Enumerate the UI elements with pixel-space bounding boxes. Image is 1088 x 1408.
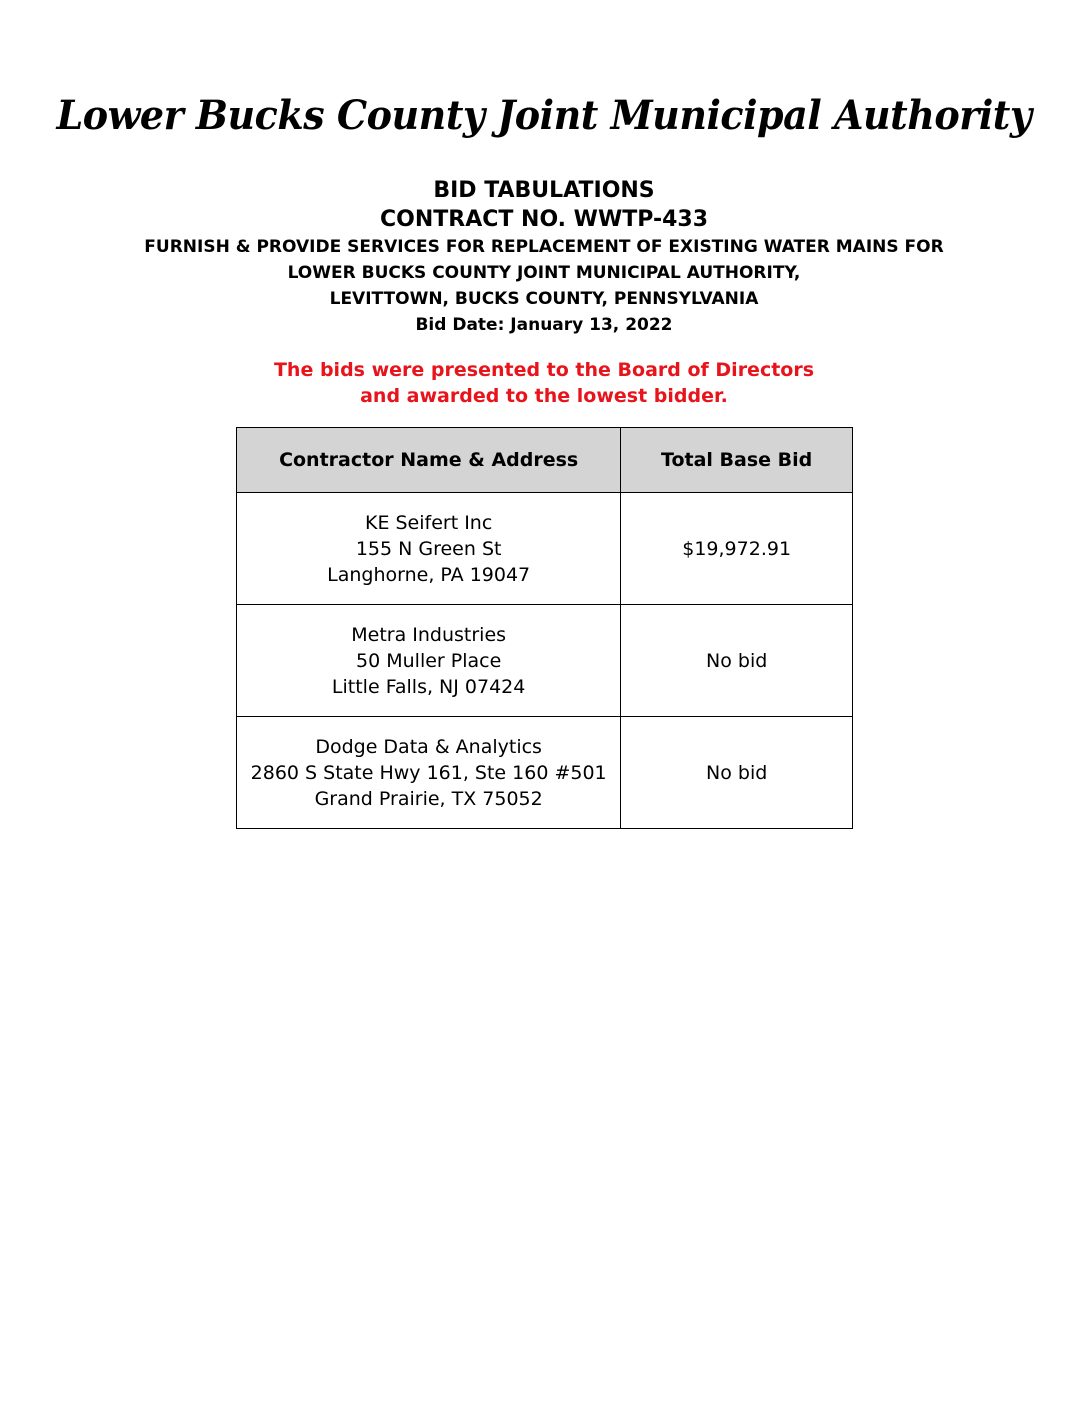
award-notice-line-2: and awarded to the lowest bidder. <box>360 385 728 407</box>
bid-amount: No bid <box>621 605 853 717</box>
bid-amount: No bid <box>621 717 853 829</box>
contractor-cell <box>237 717 621 829</box>
award-notice-line-1: The bids were presented to the Board of Directors <box>273 359 815 381</box>
bid-date: Bid Date: January 13, 2022 <box>415 315 673 335</box>
header-contractor: Contractor Name & Address <box>237 428 621 493</box>
table-row <box>237 605 853 717</box>
organization-name: Lower Bucks County Joint Municipal Authority <box>56 92 1032 139</box>
contractor-cell <box>237 493 621 605</box>
contractor-name: Dodge Data & Analytics <box>315 735 542 758</box>
contractor-address-line-1: 155 N Green St <box>355 537 502 560</box>
contractor-name: KE Seifert Inc <box>364 511 493 534</box>
contractor-address-line-2: Little Falls, NJ 07424 <box>331 675 526 698</box>
table-row <box>237 493 853 605</box>
table-row <box>237 717 853 829</box>
table-header-row <box>237 428 853 493</box>
document-title: BID TABULATIONS <box>433 178 655 203</box>
description-line-3: LEVITTOWN, BUCKS COUNTY, PENNSYLVANIA <box>329 289 759 309</box>
bid-amount: $19,972.91 <box>621 493 853 605</box>
heading-block <box>0 176 1088 338</box>
contractor-name: Metra Industries <box>351 623 507 646</box>
contract-number: CONTRACT NO. WWTP-433 <box>379 207 709 232</box>
contractor-address-line-1: 2860 S State Hwy 161, Ste 160 #501 <box>250 761 607 784</box>
contractor-address-line-1: 50 Muller Place <box>356 649 502 672</box>
description-line-1: FURNISH & PROVIDE SERVICES FOR REPLACEMENT OF EXISTING WATER MAINS FOR <box>144 237 944 257</box>
award-notice <box>0 357 1088 409</box>
bid-table <box>236 427 853 829</box>
contractor-address-line-2: Langhorne, PA 19047 <box>327 563 531 586</box>
description-line-2: LOWER BUCKS COUNTY JOINT MUNICIPAL AUTHORITY, <box>287 263 801 283</box>
contractor-cell <box>237 605 621 717</box>
contractor-address-line-2: Grand Prairie, TX 75052 <box>314 787 543 810</box>
header-total-base-bid: Total Base Bid <box>621 428 853 493</box>
